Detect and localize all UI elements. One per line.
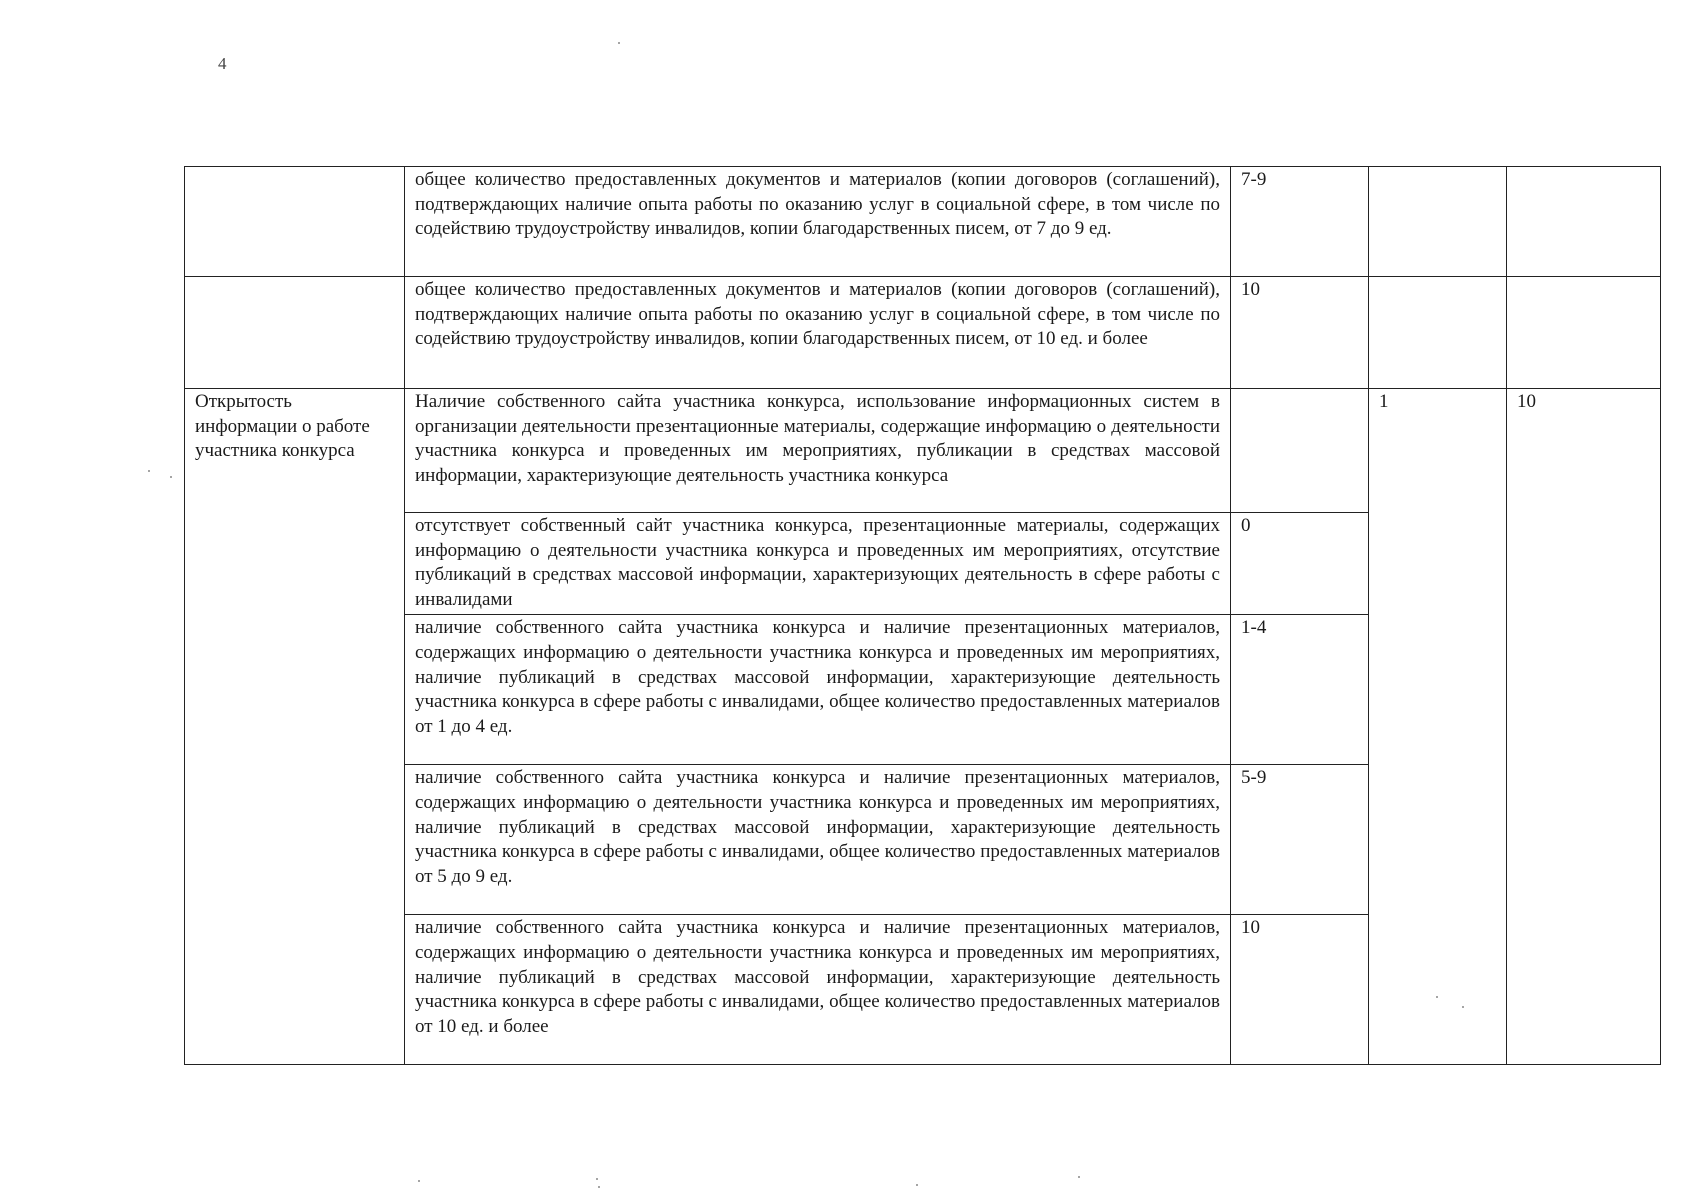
description-cell: наличие собственного сайта участника конкурса и наличие презентационных материалов, содержащих информацию о деятельности участника конкурса и проведенных им мероприятиях, наличие публикаций в средствах массовой информации, характеризующие деятельность участника конкурса в сфере работы с инвалидами, общее количество предоставленных материалов от 1 до 4 ед.	[405, 615, 1231, 765]
criterion-cell	[185, 167, 405, 277]
criterion-cell: Открытость информации о работе участника конкурса	[185, 389, 405, 1065]
description-cell: Наличие собственного сайта участника конкурса, использование информационных систем в организации деятельности презентационные материалы, содержащие информацию о деятельности участника конкурса и проведенных им мероприятиях, публикации в средствах массовой информации, характеризующие деятельность участника конкурса	[405, 389, 1231, 513]
weight-cell: 1	[1369, 389, 1507, 1065]
points-cell: 1-4	[1231, 615, 1369, 765]
description-cell: отсутствует собственный сайт участника конкурса, презентационные материалы, содержащих информацию о деятельности участника конкурса и проведенных им мероприятиях, отсутствие публикаций в средствах массовой информации, характеризующих деятельность в сфере работы с инвалидами	[405, 513, 1231, 615]
weight-cell	[1369, 167, 1507, 277]
points-cell: 10	[1231, 915, 1369, 1065]
table-row	[185, 167, 1661, 277]
description-cell: общее количество предоставленных документов и материалов (копии договоров (соглашений), подтверждающих наличие опыта работы по оказанию услуг в социальной сфере, в том числе по содействию трудоустройству инвалидов, копии благодарственных писем, от 7 до 9 ед.	[405, 167, 1231, 277]
table-row	[185, 389, 1661, 513]
points-cell: 0	[1231, 513, 1369, 615]
description-cell: наличие собственного сайта участника конкурса и наличие презентационных материалов, содержащих информацию о деятельности участника конкурса и проведенных им мероприятиях, наличие публикаций в средствах массовой информации, характеризующие деятельность участника конкурса в сфере работы с инвалидами, общее количество предоставленных материалов от 10 ед. и более	[405, 915, 1231, 1065]
points-cell	[1231, 389, 1369, 513]
points-cell: 7-9	[1231, 167, 1369, 277]
page-number: 4	[218, 54, 227, 73]
table-row	[185, 277, 1661, 389]
weight-cell	[1369, 277, 1507, 389]
max-score-cell	[1507, 167, 1661, 277]
description-cell: общее количество предоставленных документов и материалов (копии договоров (соглашений), подтверждающих наличие опыта работы по оказанию услуг в социальной сфере, в том числе по содействию трудоустройству инвалидов, копии благодарственных писем, от 10 ед. и более	[405, 277, 1231, 389]
points-cell: 5-9	[1231, 765, 1369, 915]
max-score-cell	[1507, 277, 1661, 389]
description-cell: наличие собственного сайта участника конкурса и наличие презентационных материалов, содержащих информацию о деятельности участника конкурса и проведенных им мероприятиях, наличие публикаций в средствах массовой информации, характеризующие деятельность участника конкурса в сфере работы с инвалидами, общее количество предоставленных материалов от 5 до 9 ед.	[405, 765, 1231, 915]
max-score-cell: 10	[1507, 389, 1661, 1065]
criterion-cell	[185, 277, 405, 389]
points-cell: 10	[1231, 277, 1369, 389]
criteria-table	[184, 166, 1661, 1065]
